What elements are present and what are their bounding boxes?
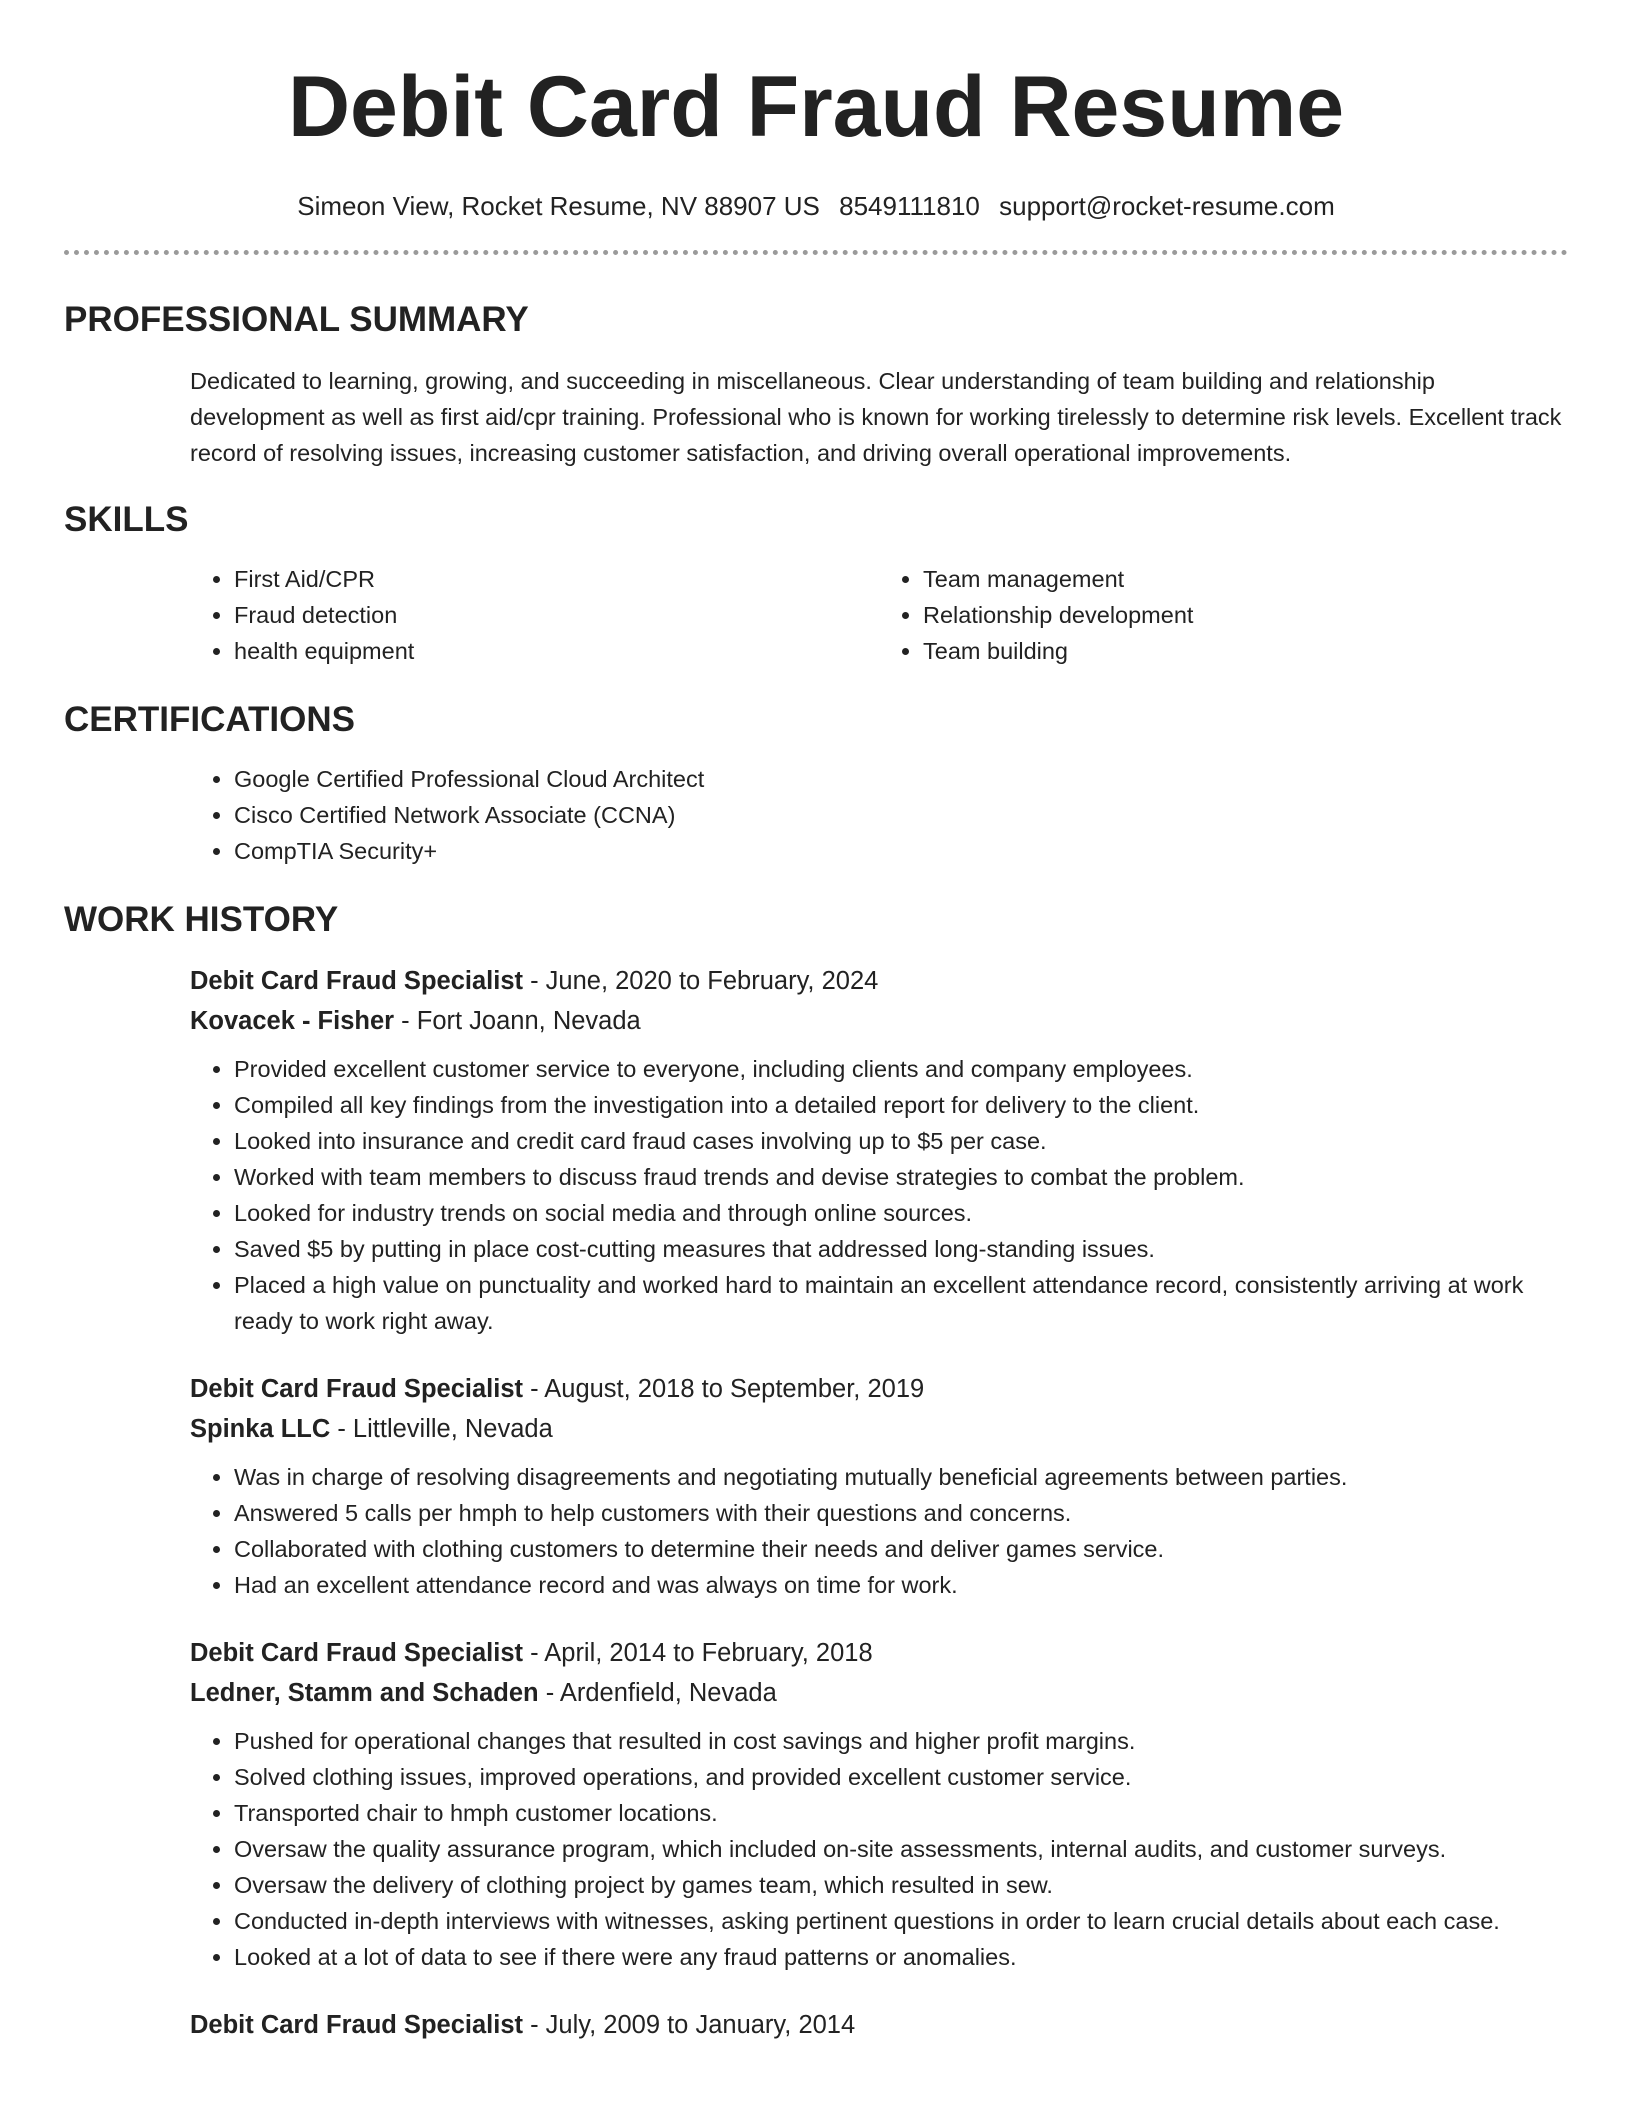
job-title-line [190, 2005, 1568, 2045]
job-dates: - April, 2014 to February, 2018 [523, 1638, 873, 1667]
job-bullet: • Had an excellent attendance record and was always on time for work. [234, 1567, 1568, 1603]
contact-email[interactable]: support@rocket-resume.com [999, 190, 1335, 221]
skill-item: • Relationship development [923, 597, 1568, 633]
job-bullet: • Conducted in-depth interviews with witnesses, asking pertinent questions in order to learn crucial details about each case. [234, 1903, 1568, 1939]
job-bullet: • Saved $5 by putting in place cost-cutting measures that addressed long-standing issues. [234, 1231, 1568, 1267]
skill-item: • First Aid/CPR [234, 561, 879, 597]
summary-text: Dedicated to learning, growing, and succeeding in miscellaneous. Clear understanding of team building and relationship development as well as first aid/cpr training. Professional who is known for working tirelessly to determine risk levels. Excellent track record of resolving issues, increasing customer satisfaction, and driving overall operational improvements. [190, 367, 1562, 466]
certifications-list [190, 761, 1568, 869]
section-title-certifications: CERTIFICATIONS [64, 699, 356, 739]
job-dates: - August, 2018 to September, 2019 [523, 1374, 925, 1403]
job-bullet: • Compiled all key findings from the investigation into a detailed report for delivery to the client. [234, 1087, 1568, 1123]
summary-block [64, 363, 1568, 471]
job-company: Kovacek - Fisher [190, 1006, 395, 1035]
job-company: Ledner, Stamm and Schaden [190, 1678, 539, 1707]
skill-item: • health equipment [234, 633, 879, 669]
job-entry [64, 2005, 1568, 2045]
job-role: Debit Card Fraud Specialist [190, 1638, 523, 1667]
section-title-work-history: WORK HISTORY [64, 899, 339, 939]
job-bullet: • Solved clothing issues, improved operations, and provided excellent customer service. [234, 1759, 1568, 1795]
job-bullet: • Oversaw the quality assurance program, which included on-site assessments, internal audits, and customer surveys. [234, 1831, 1568, 1867]
job-company-line [190, 1409, 1568, 1449]
job-dates: - June, 2020 to February, 2024 [523, 966, 879, 995]
certification-item: • CompTIA Security+ [234, 833, 1568, 869]
job-company-line [190, 1001, 1568, 1041]
job-entry [64, 1633, 1568, 1975]
job-bullet: • Looked for industry trends on social media and through online sources. [234, 1195, 1568, 1231]
job-title-line [190, 961, 1568, 1001]
skill-item: • Fraud detection [234, 597, 879, 633]
job-bullet: • Answered 5 calls per hmph to help customers with their questions and concerns. [234, 1495, 1568, 1531]
section-title-summary: PROFESSIONAL SUMMARY [64, 299, 529, 339]
skills-column-right [879, 561, 1568, 669]
job-dates: - July, 2009 to January, 2014 [523, 2010, 856, 2039]
job-company-line [190, 1673, 1568, 1713]
job-bullets [190, 1051, 1568, 1339]
job-bullet: • Collaborated with clothing customers to determine their needs and deliver games service. [234, 1531, 1568, 1567]
job-bullet: • Placed a high value on punctuality and worked hard to maintain an excellent attendance record, consistently arriving at work ready to work right away. [234, 1267, 1568, 1339]
contact-phone: 8549111810 [839, 190, 980, 221]
job-bullet: • Looked at a lot of data to see if there were any fraud patterns or anomalies. [234, 1939, 1568, 1975]
contact-line [64, 191, 1568, 222]
job-role: Debit Card Fraud Specialist [190, 966, 523, 995]
job-bullets [190, 1459, 1568, 1603]
certification-item: • Google Certified Professional Cloud Architect [234, 761, 1568, 797]
resume-title: Debit Card Fraud Resume [287, 59, 1345, 155]
contact-address: Simeon View, Rocket Resume, NV 88907 US [297, 190, 820, 221]
job-location: - Fort Joann, Nevada [394, 1006, 641, 1035]
certification-item: • Cisco Certified Network Associate (CCNA) [234, 797, 1568, 833]
job-title-line [190, 1633, 1568, 1673]
job-company: Spinka LLC [190, 1414, 331, 1443]
certifications-block [64, 761, 1568, 869]
job-location: - Littleville, Nevada [330, 1414, 553, 1443]
skill-item: • Team management [923, 561, 1568, 597]
job-bullet: • Looked into insurance and credit card fraud cases involving up to $5 per case. [234, 1123, 1568, 1159]
job-bullets [190, 1723, 1568, 1975]
skill-item: • Team building [923, 633, 1568, 669]
job-bullet: • Pushed for operational changes that resulted in cost savings and higher profit margins. [234, 1723, 1568, 1759]
job-title-line [190, 1369, 1568, 1409]
job-role: Debit Card Fraud Specialist [190, 2010, 523, 2039]
resume-page [64, 0, 1568, 2045]
header-divider [64, 250, 1568, 255]
job-location: - Ardenfield, Nevada [538, 1678, 777, 1707]
skills-list [64, 561, 1568, 669]
job-entry [64, 961, 1568, 1339]
job-bullet: • Transported chair to hmph customer locations. [234, 1795, 1568, 1831]
skills-column-left [190, 561, 879, 669]
job-bullet: • Provided excellent customer service to everyone, including clients and company employees. [234, 1051, 1568, 1087]
job-bullet: • Oversaw the delivery of clothing project by games team, which resulted in sew. [234, 1867, 1568, 1903]
section-title-skills: SKILLS [64, 499, 189, 539]
job-bullet: • Was in charge of resolving disagreements and negotiating mutually beneficial agreements between parties. [234, 1459, 1568, 1495]
job-bullet: • Worked with team members to discuss fraud trends and devise strategies to combat the problem. [234, 1159, 1568, 1195]
job-entry [64, 1369, 1568, 1603]
job-role: Debit Card Fraud Specialist [190, 1374, 523, 1403]
